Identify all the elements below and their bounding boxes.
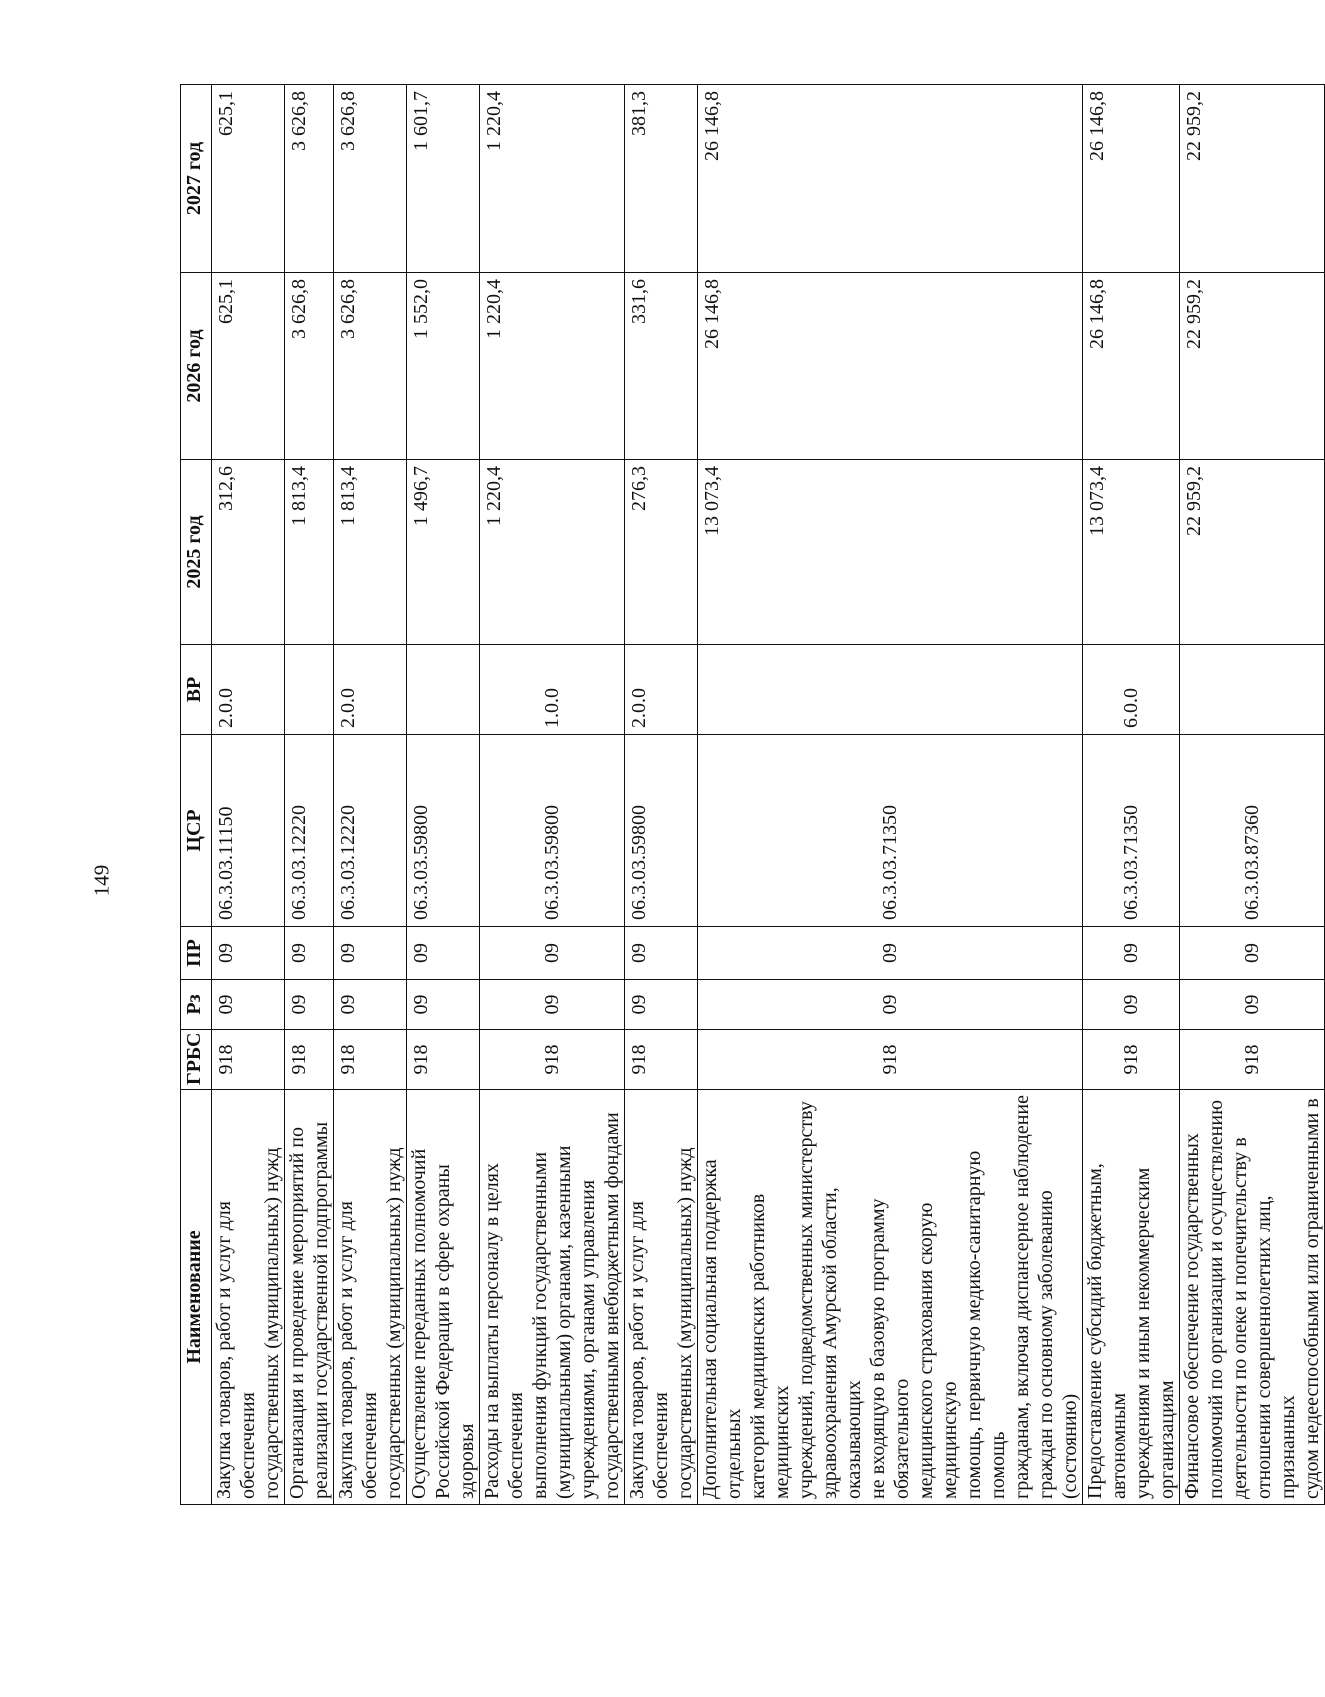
row-csr: 06.3.03.71350 bbox=[698, 735, 1083, 927]
row-2027: 381,3 bbox=[625, 85, 698, 273]
header-row bbox=[181, 85, 212, 1505]
row-2025: 1 220,4 bbox=[480, 460, 625, 645]
col-header-2027: 2027 год bbox=[181, 85, 212, 273]
row-2025: 1 813,4 bbox=[285, 460, 334, 645]
row-2027: 26 146,8 bbox=[698, 85, 1083, 273]
row-pr: 09 bbox=[407, 927, 480, 980]
row-2026: 1 220,4 bbox=[480, 273, 625, 460]
row-2025: 22 959,2 bbox=[1180, 460, 1325, 645]
row-grbs: 918 bbox=[285, 1030, 334, 1090]
table-row bbox=[285, 85, 334, 1505]
row-vr bbox=[1180, 645, 1325, 735]
row-2026: 625,1 bbox=[212, 273, 285, 460]
row-2025: 1 813,4 bbox=[334, 460, 407, 645]
row-pr: 09 bbox=[285, 927, 334, 980]
col-header-csr: ЦСР bbox=[181, 735, 212, 927]
table-row bbox=[334, 85, 407, 1505]
col-header-rz: Рз bbox=[181, 980, 212, 1030]
row-csr: 06.3.03.87360 bbox=[1180, 735, 1325, 927]
row-grbs: 918 bbox=[212, 1030, 285, 1090]
row-2025: 276,3 bbox=[625, 460, 698, 645]
row-vr: 2.0.0 bbox=[334, 645, 407, 735]
row-2027: 1 220,4 bbox=[480, 85, 625, 273]
page-number: 149 bbox=[89, 864, 114, 897]
row-2027: 625,1 bbox=[212, 85, 285, 273]
table-row bbox=[212, 85, 285, 1505]
row-vr bbox=[285, 645, 334, 735]
row-pr: 09 bbox=[334, 927, 407, 980]
row-csr: 06.3.03.12220 bbox=[285, 735, 334, 927]
row-grbs: 918 bbox=[625, 1030, 698, 1090]
row-name: Финансовое обеспечение государственных полномочий по организации и осуществлению деятельности по опеке и попечительству в отношении совершеннолетних лиц, признанных судом недееспособными или ограниченными в bbox=[1180, 1090, 1325, 1505]
row-rz: 09 bbox=[698, 980, 1083, 1030]
row-2027: 3 626,8 bbox=[334, 85, 407, 273]
row-pr: 09 bbox=[1180, 927, 1325, 980]
row-csr: 06.3.03.59800 bbox=[480, 735, 625, 927]
row-pr: 09 bbox=[480, 927, 625, 980]
row-rz: 09 bbox=[285, 980, 334, 1030]
row-vr: 2.0.0 bbox=[625, 645, 698, 735]
row-pr: 09 bbox=[698, 927, 1083, 980]
row-name: Закупка товаров, работ и услуг для обеспечения государственных (муниципальных) нужд bbox=[212, 1090, 285, 1505]
row-grbs: 918 bbox=[480, 1030, 625, 1090]
row-name: Закупка товаров, работ и услуг для обеспечения государственных (муниципальных) нужд bbox=[625, 1090, 698, 1505]
row-grbs: 918 bbox=[698, 1030, 1083, 1090]
row-rz: 09 bbox=[212, 980, 285, 1030]
row-vr bbox=[407, 645, 480, 735]
row-2027: 26 146,8 bbox=[1083, 85, 1180, 273]
row-csr: 06.3.03.59800 bbox=[407, 735, 480, 927]
table-row bbox=[1180, 85, 1325, 1505]
row-2025: 312,6 bbox=[212, 460, 285, 645]
row-rz: 09 bbox=[407, 980, 480, 1030]
table-row bbox=[625, 85, 698, 1505]
row-rz: 09 bbox=[1180, 980, 1325, 1030]
row-2026: 1 552,0 bbox=[407, 273, 480, 460]
row-pr: 09 bbox=[212, 927, 285, 980]
row-2026: 22 959,2 bbox=[1180, 273, 1325, 460]
row-grbs: 918 bbox=[1180, 1030, 1325, 1090]
row-grbs: 918 bbox=[1083, 1030, 1180, 1090]
row-rz: 09 bbox=[334, 980, 407, 1030]
row-vr: 2.0.0 bbox=[212, 645, 285, 735]
row-vr bbox=[698, 645, 1083, 735]
table-row bbox=[1083, 85, 1180, 1505]
row-2025: 13 073,4 bbox=[1083, 460, 1180, 645]
table-row bbox=[407, 85, 480, 1505]
row-pr: 09 bbox=[1083, 927, 1180, 980]
col-header-vr: ВР bbox=[181, 645, 212, 735]
row-name: Организация и проведение мероприятий по реализации государственной подпрограммы bbox=[285, 1090, 334, 1505]
row-2026: 3 626,8 bbox=[334, 273, 407, 460]
col-header-grbs: ГРБС bbox=[181, 1030, 212, 1090]
table-row bbox=[698, 85, 1083, 1505]
row-2026: 26 146,8 bbox=[1083, 273, 1180, 460]
row-2027: 1 601,7 bbox=[407, 85, 480, 273]
row-rz: 09 bbox=[625, 980, 698, 1030]
row-rz: 09 bbox=[1083, 980, 1180, 1030]
row-vr: 6.0.0 bbox=[1083, 645, 1180, 735]
row-rz: 09 bbox=[480, 980, 625, 1030]
row-2025: 13 073,4 bbox=[698, 460, 1083, 645]
row-vr: 1.0.0 bbox=[480, 645, 625, 735]
row-name: Предоставление субсидий бюджетным, автономным учреждениям и иным некоммерческим организациям bbox=[1083, 1090, 1180, 1505]
row-2027: 3 626,8 bbox=[285, 85, 334, 273]
row-name: Расходы на выплаты персоналу в целях обеспечения выполнения функций государственными (муниципальными) органами, казенными учреждениями, органами управления государственными внебюджетными фондами bbox=[480, 1090, 625, 1505]
row-2027: 22 959,2 bbox=[1180, 85, 1325, 273]
col-header-pr: ПР bbox=[181, 927, 212, 980]
row-2026: 331,6 bbox=[625, 273, 698, 460]
row-name: Осуществление переданных полномочий Российской Федерации в сфере охраны здоровья bbox=[407, 1090, 480, 1505]
row-grbs: 918 bbox=[407, 1030, 480, 1090]
row-2026: 3 626,8 bbox=[285, 273, 334, 460]
row-grbs: 918 bbox=[334, 1030, 407, 1090]
row-csr: 06.3.03.12220 bbox=[334, 735, 407, 927]
budget-table bbox=[180, 84, 1325, 1505]
row-pr: 09 bbox=[625, 927, 698, 980]
row-2026: 26 146,8 bbox=[698, 273, 1083, 460]
row-name: Закупка товаров, работ и услуг для обеспечения государственных (муниципальных) нужд bbox=[334, 1090, 407, 1505]
col-header-2026: 2026 год bbox=[181, 273, 212, 460]
row-2025: 1 496,7 bbox=[407, 460, 480, 645]
col-header-name: Наименование bbox=[181, 1090, 212, 1505]
col-header-2025: 2025 год bbox=[181, 460, 212, 645]
row-csr: 06.3.03.11150 bbox=[212, 735, 285, 927]
table-row bbox=[480, 85, 625, 1505]
row-csr: 06.3.03.59800 bbox=[625, 735, 698, 927]
row-name: Дополнительная социальная поддержка отдельных категорий медицинских работников медицинских учреждений, подведомственных министерству здравоохранения Амурской области, оказывающих не входящую в базовую программу обязательного медицинского страхования скорую медицинскую помощь, первичную медико-санитарную помощь гражданам, включая диспансерное наблюдение граждан по основному заболеванию (состоянию) bbox=[698, 1090, 1083, 1505]
budget-table-rotated bbox=[180, 85, 1323, 1505]
row-csr: 06.3.03.71350 bbox=[1083, 735, 1180, 927]
